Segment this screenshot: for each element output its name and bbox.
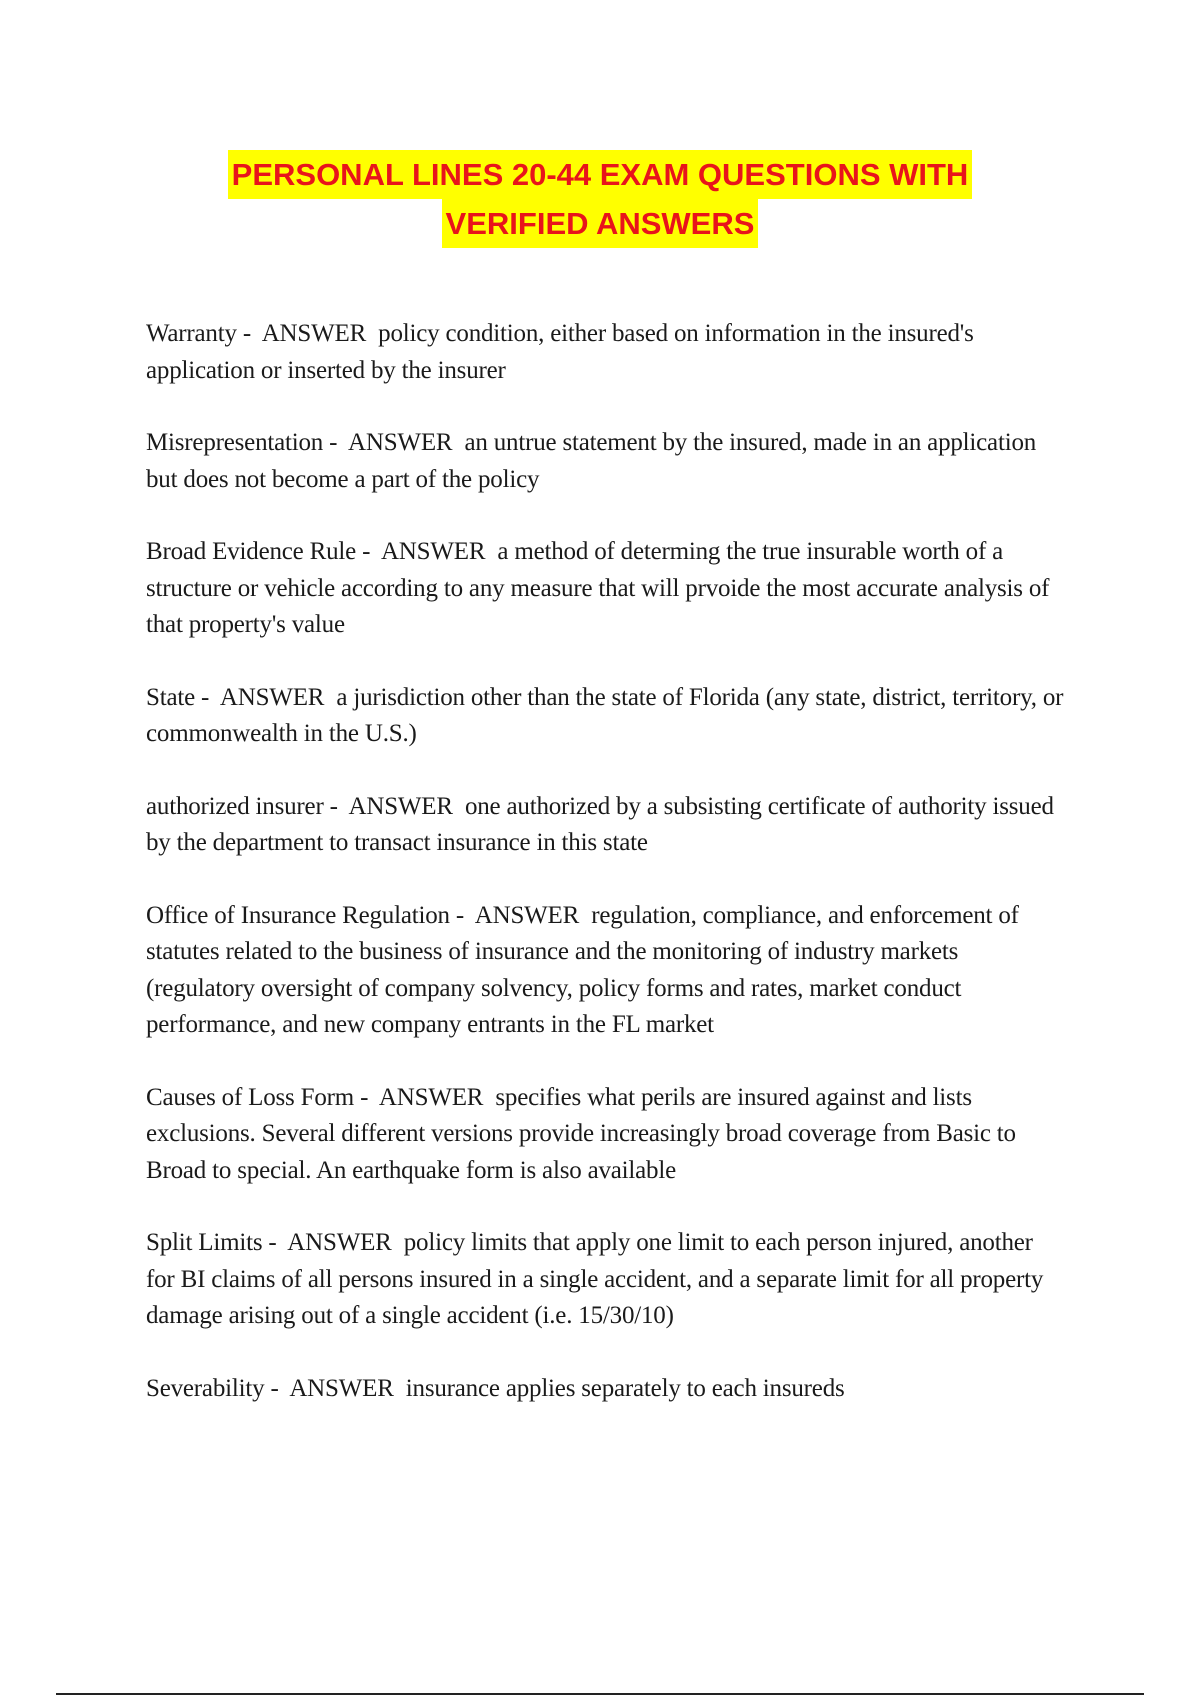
entry-term: Causes of Loss Form - bbox=[146, 1084, 379, 1111]
entry-definition: policy limits that apply one limit to each person injured, another for BI claims of all persons insured in a single accident, and a separate limit for all property damage arising out of a single accident (i.e. 15/30/10) bbox=[146, 1229, 1044, 1329]
answer-marker: ANSWER bbox=[219, 683, 325, 711]
entry-term: Office of Insurance Regulation - bbox=[146, 902, 475, 929]
answer-marker: ANSWER bbox=[348, 429, 453, 456]
entry-term: Misrepresentation - bbox=[146, 429, 348, 456]
qa-entry bbox=[146, 680, 1066, 753]
entry-definition: an untrue statement by the insured, made in an application but does not become a part of the policy bbox=[146, 429, 1037, 493]
entry-term: Warranty - bbox=[146, 320, 262, 347]
qa-entry bbox=[146, 425, 1066, 498]
qa-entry bbox=[146, 789, 1066, 862]
entry-term: State - bbox=[146, 684, 220, 711]
answer-marker: ANSWER bbox=[378, 1083, 484, 1111]
answer-marker: ANSWER bbox=[261, 320, 367, 347]
entry-term: Broad Evidence Rule - bbox=[146, 538, 381, 565]
entry-definition: insurance applies separately to each insureds bbox=[405, 1374, 845, 1402]
entry-term: authorized insurer - bbox=[146, 793, 348, 820]
answer-marker: ANSWER bbox=[289, 1374, 394, 1402]
qa-entry bbox=[146, 1371, 1066, 1408]
entry-term: Split Limits - bbox=[146, 1229, 287, 1256]
answer-marker: ANSWER bbox=[474, 901, 580, 929]
qa-entry bbox=[146, 534, 1066, 644]
entry-definition: specifies what perils are insured against and lists exclusions. Several different versions provide increasingly broad coverage from Basic to Broad to special. An earthquake form is also available bbox=[146, 1083, 1016, 1184]
qa-entry bbox=[146, 1225, 1066, 1335]
qa-entry bbox=[146, 316, 1066, 389]
entry-definition: a method of determing the true insurable worth of a structure or vehicle according to any measure that will prvoide the most accurate analysis of that property's value bbox=[146, 538, 1050, 638]
entry-definition: regulation, compliance, and enforcement of statutes related to the business of insurance and the monitoring of industry markets (regulatory oversight of company solvency, policy forms and rates, market conduct performance, and new company entrants in the FL market bbox=[146, 901, 1019, 1038]
entry-definition: one authorized by a subsisting certificate of authority issued by the department to transact insurance in this state bbox=[146, 792, 1054, 856]
entry-definition: policy condition, either based on information in the insured's application or inserted by the insurer bbox=[146, 320, 974, 384]
answer-marker: ANSWER bbox=[348, 792, 453, 820]
qa-entry-list bbox=[146, 316, 1066, 1443]
entry-definition: a jurisdiction other than the state of Florida (any state, district, territory, or commonwealth in the U.S.) bbox=[146, 683, 1064, 747]
qa-entry bbox=[146, 898, 1066, 1044]
title-line-2: VERIFIED ANSWERS bbox=[442, 199, 759, 248]
answer-marker: ANSWER bbox=[380, 538, 486, 565]
answer-marker: ANSWER bbox=[287, 1229, 392, 1256]
entry-term: Severability - bbox=[146, 1375, 289, 1402]
qa-entry bbox=[146, 1080, 1066, 1190]
title-line-1: PERSONAL LINES 20-44 EXAM QUESTIONS WITH bbox=[228, 150, 973, 199]
page-bottom-rule bbox=[56, 1693, 1144, 1695]
document-title bbox=[0, 150, 1200, 248]
